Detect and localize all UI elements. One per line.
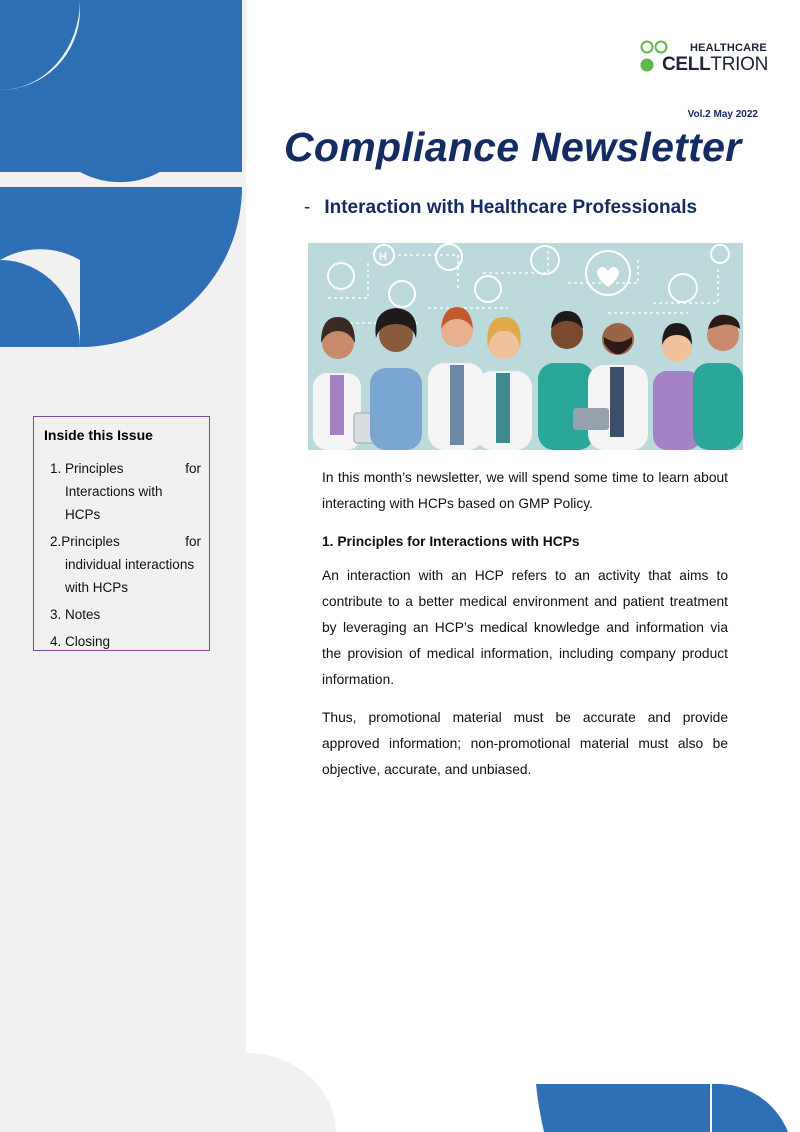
- volume-date: Vol.2 May 2022: [687, 109, 758, 120]
- svg-text:H: H: [379, 251, 387, 263]
- section-1-paragraph-1: An interaction with an HCP refers to an activity that aims to contribute to a better medical environment and patient treatment by leveraging an HCP’s medical knowledge and information via the provision of medical information, including company product information.: [322, 568, 728, 687]
- newsletter-title: Compliance Newsletter: [284, 124, 742, 170]
- intro-paragraph: In this month’s newsletter, we will spend some time to learn about interacting with HCPs based on GMP Policy.: [322, 470, 728, 511]
- sidebar-heading: Inside this Issue: [44, 427, 153, 443]
- celltrion-logo: [640, 38, 770, 74]
- logo-healthcare-text: HEALTHCARE: [690, 42, 767, 54]
- inside-this-issue-box: [33, 416, 210, 651]
- newsletter-subtitle: - Interaction with Healthcare Professionals: [304, 197, 698, 218]
- toc-item-individual-interactions: 2.Principles for individual interactions with HCPs: [50, 534, 201, 595]
- section-1-heading: 1. Principles for Interactions with HCPs: [322, 534, 580, 549]
- section-1-paragraph-2: Thus, promotional material must be accurate and provide approved information; non-promotional material must also be objective, accurate, and unbiased.: [322, 710, 728, 777]
- decorative-shapes-top: [0, 0, 246, 350]
- toc-item-principles-interactions: 1. Principles for Interactions with HCPs: [50, 461, 201, 522]
- table-of-contents: [50, 457, 201, 657]
- toc-item-notes: 3. Notes: [50, 607, 101, 622]
- toc-item-closing: 4. Closing: [50, 634, 111, 649]
- main-content: [322, 465, 728, 795]
- healthcare-professionals-illustration: [308, 243, 743, 450]
- logo-celltrion-text: CELLTRION: [662, 54, 769, 75]
